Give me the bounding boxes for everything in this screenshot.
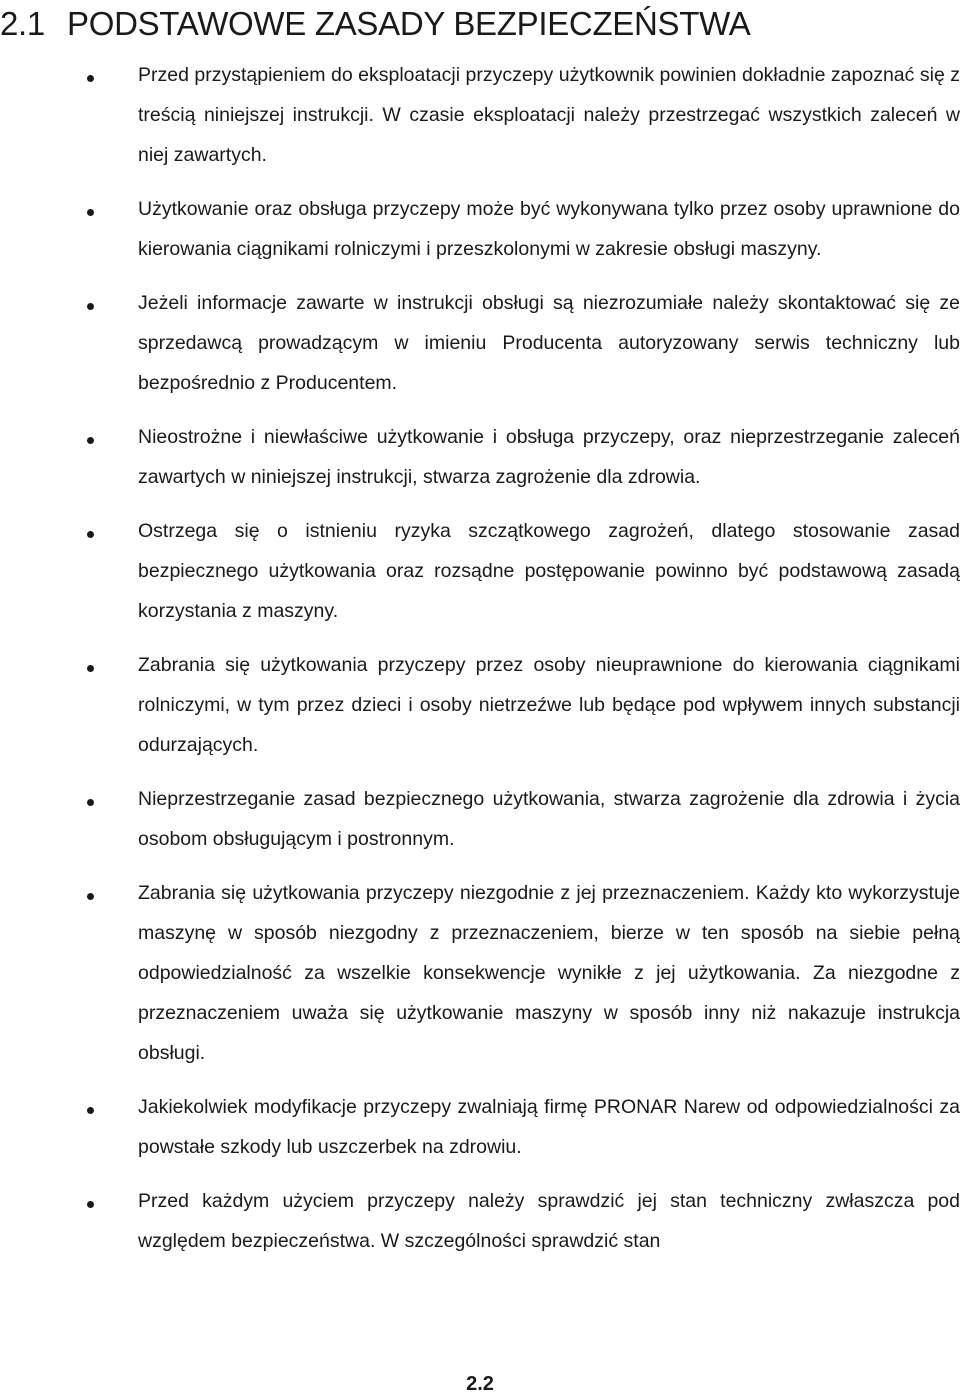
list-item: [0, 417, 960, 497]
list-item-text: Jeżeli informacje zawarte w instrukcji obsługi są niezrozumiałe należy skontaktować się ze sprzedawcą prowadzącym w imieniu Producenta autoryzowany serwis techniczny lub bezpośrednio z Producentem.: [138, 292, 960, 394]
section-heading: [0, 2, 750, 46]
bullet-icon: [87, 75, 94, 82]
list-item: [0, 1087, 960, 1167]
bullet-icon: [87, 665, 94, 672]
list-item-text: Przed przystąpieniem do eksploatacji przyczepy użytkownik powinien dokładnie zapoznać się z treścią niniejszej instrukcji. W czasie eksploatacji należy przestrzegać wszystkich zaleceń w niej zawartych.: [138, 64, 960, 166]
section-title: PODSTAWOWE ZASADY BEZPIECZEŃSTWA: [66, 5, 751, 42]
bullet-icon: [87, 893, 94, 900]
list-item: [0, 645, 960, 765]
list-item-text: Nieprzestrzeganie zasad bezpiecznego użytkowania, stwarza zagrożenie dla zdrowia i życia osobom obsługującym i postronnym.: [138, 788, 960, 850]
list-item-text: Zabrania się użytkowania przyczepy przez osoby nieuprawnione do kierowania ciągnikami rolniczymi, w tym przez dzieci i osoby nietrzeźwe lub będące pod wpływem innych substancji odurzających.: [138, 654, 960, 756]
list-item: [0, 189, 960, 269]
list-item: [0, 511, 960, 631]
list-item-text: Jakiekolwiek modyfikacje przyczepy zwalniają firmę PRONAR Narew od odpowiedzialności za powstałe szkody lub uszczerbek na zdrowiu.: [138, 1096, 960, 1158]
list-item: [0, 1181, 960, 1261]
list-item: [0, 283, 960, 403]
bullet-icon: [87, 799, 94, 806]
section-number: 2.1: [0, 5, 45, 42]
bullet-icon: [87, 1201, 94, 1208]
list-item: [0, 873, 960, 1073]
bullet-icon: [87, 531, 94, 538]
bullet-icon: [87, 1107, 94, 1114]
list-item: [0, 55, 960, 175]
list-item-text: Nieostrożne i niewłaściwe użytkowanie i obsługa przyczepy, oraz nieprzestrzeganie zaleceń zawartych w niniejszej instrukcji, stwarza zagrożenie dla zdrowia.: [138, 426, 960, 488]
page-number: 2.2: [466, 1373, 494, 1395]
list-item-text: Przed każdym użyciem przyczepy należy sprawdzić jej stan techniczny zwłaszcza pod względem bezpieczeństwa. W szczególności sprawdzić stan: [138, 1190, 960, 1252]
list-item-text: Użytkowanie oraz obsługa przyczepy może być wykonywana tylko przez osoby uprawnione do kierowania ciągnikami rolniczymi i przeszkolonymi w zakresie obsługi maszyny.: [138, 198, 960, 260]
safety-rules-list: [0, 55, 960, 1261]
list-item: [0, 779, 960, 859]
list-item-text: Ostrzega się o istnieniu ryzyka szczątkowego zagrożeń, dlatego stosowanie zasad bezpiecznego użytkowania oraz rozsądne postępowanie powinno być podstawową zasadą korzystania z maszyny.: [138, 520, 960, 622]
list-item-text: Zabrania się użytkowania przyczepy niezgodnie z jej przeznaczeniem. Każdy kto wykorzystuje maszynę w sposób niezgodny z przeznaczeniem, bierze w ten sposób na siebie pełną odpowiedzialność za wszelkie konsekwencje wynikłe z jej użytkowania. Za niezgodne z przeznaczeniem uważa się użytkowanie maszyny w sposób inny niż nakazuje instrukcja obsługi.: [138, 882, 960, 1064]
bullet-icon: [87, 437, 94, 444]
bullet-icon: [87, 303, 94, 310]
bullet-icon: [87, 209, 94, 216]
